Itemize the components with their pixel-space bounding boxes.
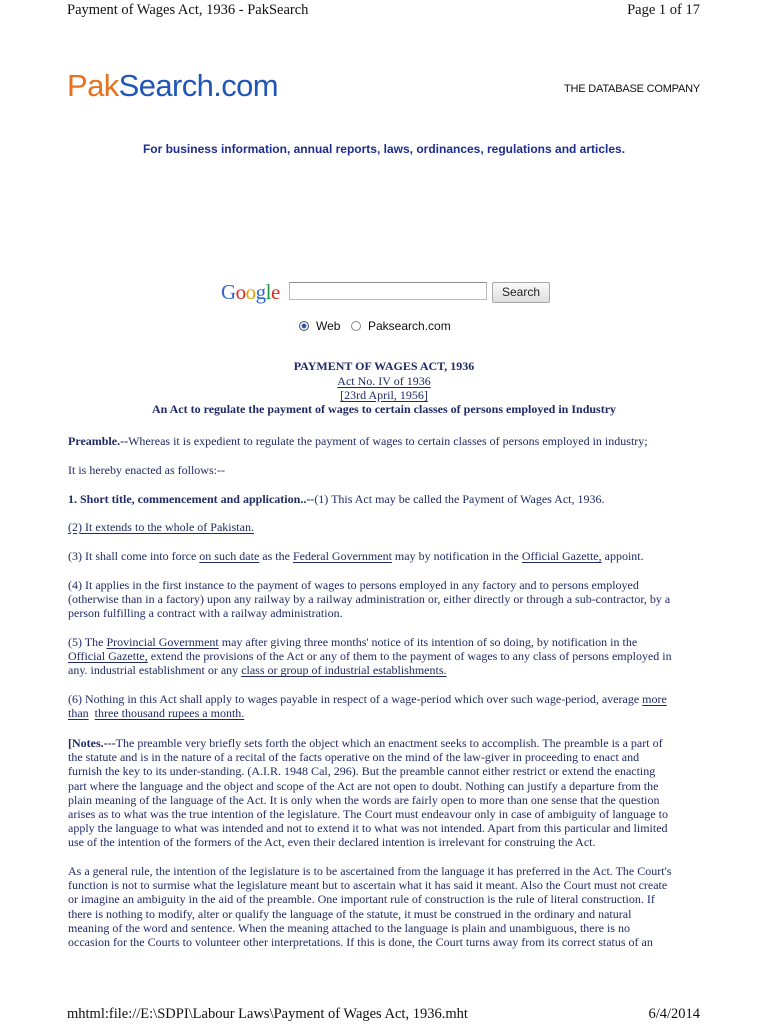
rule-paragraph [68,864,700,949]
section-1-text: (1) This Act may be called the Payment of Wages Act, 1936. [314,492,605,506]
section-1-3 [68,549,700,563]
s5-text: may after giving three months' notice of its intention of so doing, by notification in the [218,635,638,649]
preamble-paragraph [68,434,700,448]
radio-paksearch[interactable] [351,321,361,331]
provincial-government-link[interactable]: Provincial Government [106,635,219,649]
rule-line: or imagine an ambiguity in the aid of the preamble. One important rule of construction is the rule of literal construction. If [68,892,655,907]
google-letter: G [221,280,236,304]
enacted-line: It is hereby enacted as follows:-- [68,463,225,477]
google-letter: e [271,280,280,304]
s5-text: extend the provisions of the Act or any of them to the payment of wages to any class of persons employed in [147,649,672,664]
rule-line: occasion for the Courts to volunteer other interpretations. If this is done, the Court turns away from its correct status of an [68,935,653,950]
s4-line: (4) It applies in the first instance to the payment of wages to persons employed in any factory and to persons employed [68,578,639,592]
s3-text: appoint. [601,549,644,563]
three-thousand-link[interactable]: three thousand rupees a month. [94,706,245,721]
notes-line: plain meaning of the language of the Act. It is only when the words are fairly open to more than one sense that the question [68,792,660,807]
search-button[interactable]: Search [492,282,550,303]
print-header-title: Payment of Wages Act, 1936 - PakSearch [67,2,309,18]
rule-line: meaning of the word and sentence. When the meaning attached to the language is plain and unambiguous, there is no [68,920,630,935]
notes-line: part where the language and the object and scope of the Act are not open to doubt. Nothing can justify a departure from the [68,778,659,793]
section-1-6 [68,692,700,720]
section-1-4 [68,578,700,621]
google-letter: l [265,280,272,304]
act-title: PAYMENT OF WAGES ACT, 1936 [293,359,475,373]
notes-line: arises as to what was the true intention of the legislature. The Court must endeavour only in case of ambiguity of language to [68,807,668,822]
google-letter: o [245,280,256,304]
act-number-link[interactable]: Act No. IV of 1936 [337,374,431,388]
notes-line: The preamble very briefly sets forth the object which an enactment seeks to accomplish. The preamble is a part of [115,736,663,750]
google-letter: g [255,280,266,304]
section-1-2-link[interactable]: (2) It extends to the whole of Pakistan. [68,520,254,534]
google-logo [221,280,280,305]
act-long-title: An Act to regulate the payment of wages to certain classes of persons employed in Industry [151,402,617,416]
s4-line: person fulfilling a contract with a railway administration. [68,606,343,621]
s5-text: (5) The [68,635,107,649]
more-link[interactable]: more [642,692,667,706]
preamble-label: Preamble.-- [68,434,129,448]
than-link[interactable]: than [68,706,89,721]
notes-line: use of the intention of the formers of the Act, even their declared intention is irrelevant for construing the Act. [68,835,596,850]
print-footer-date: 6/4/2014 [648,1006,700,1022]
rule-line: there is nothing to modify, alter or qualify the language of the statute, it must be construed in the ordinary and natural [68,906,632,921]
official-gazette-link[interactable]: Official Gazette, [521,549,602,563]
search-input[interactable] [289,282,487,300]
official-gazette-link-2[interactable]: Official Gazette, [68,649,148,664]
act-date-link[interactable]: [23rd April, 1956] [340,388,428,402]
print-header-page: Page 1 of 17 [627,2,700,18]
site-tagline: THE DATABASE COMPANY [564,83,700,95]
radio-web[interactable] [299,321,309,331]
section-1-1 [68,492,700,506]
notes-line: apply the language to what was intended and not to extend it to what was not intended. Apart from this particular and limited [68,821,668,836]
class-or-group-link[interactable]: class or group of industrial establishments. [241,663,447,678]
section-1-label: 1. Short title, commencement and application..-- [68,492,315,506]
s3-text: may by notification in the [391,549,522,563]
site-info-line: For business information, annual reports, laws, ordinances, regulations and articles. [142,142,626,156]
notes-line: furnish the key to its under-standing. (A.I.R. 1948 Cal, 296). But the preamble cannot either restrict or extend the enacting [68,764,656,779]
radio-web-label: Web [316,319,341,333]
rule-line: As a general rule, the intention of the legislature is to be ascertained from the language it has preferred in the Act. The Court's [68,864,672,878]
google-letter: o [235,280,246,304]
rule-line: function is not to surmise what the legislature meant but to ascertain what it has said it meant. Also the Court must not create [68,878,668,893]
paksearch-logo[interactable] [67,70,278,101]
notes-line: the statute and is in the nature of a recital of the facts operative on the mind of the law-giver in proceeding to enact and [68,750,640,765]
s3-text: as the [259,549,293,563]
notes-label: [Notes.--- [68,736,116,750]
radio-paksearch-label: Paksearch.com [368,319,451,333]
print-footer-path: mhtml:file://E:\SDPI\Labour Laws\Payment of Wages Act, 1936.mht [67,1006,468,1022]
notes-paragraph [68,736,700,850]
s6-text: (6) Nothing in this Act shall apply to wages payable in respect of a wage-period which over such wage-period, average [68,692,643,706]
on-such-date-link[interactable]: on such date [199,549,260,563]
s4-line: (otherwise than in a factory) upon any railway by a railway administration or, either directly or through a sub-contractor, by a [68,592,671,607]
s5-text: any. industrial establishment or any [68,663,242,678]
federal-government-link[interactable]: Federal Government [292,549,392,563]
s3-text: (3) It shall come into force [68,549,200,563]
section-1-5 [68,635,700,678]
preamble-text: Whereas it is expedient to regulate the payment of wages to certain classes of persons employed in industry; [128,434,648,448]
logo-rest-text: Search.com [118,68,279,103]
logo-pak-text: Pak [67,68,119,103]
